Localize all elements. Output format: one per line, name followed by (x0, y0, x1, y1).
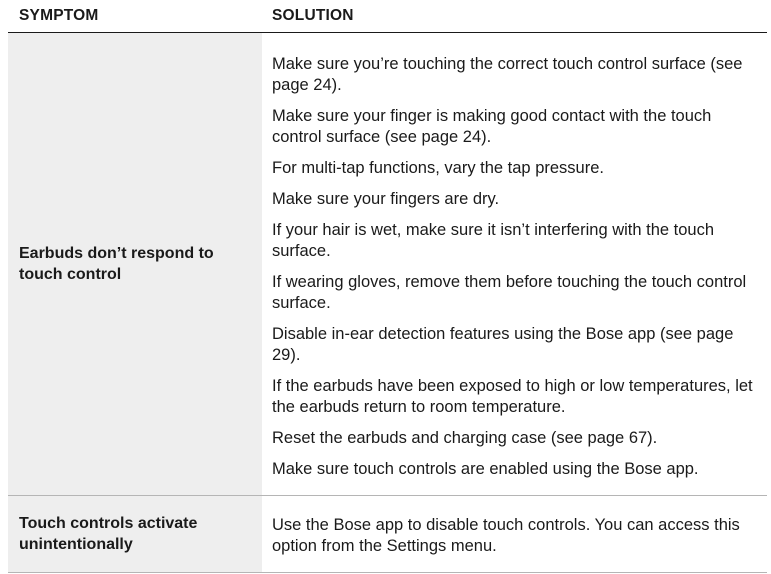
solution-item: Make sure touch controls are enabled using the Bose app. (272, 460, 699, 478)
table-row (8, 33, 767, 496)
symptom-text: Earbuds don’t respond to touch control (19, 245, 214, 283)
solution-item: Make sure your finger is making good contact with the touch control surface (see page 24). (272, 107, 712, 146)
solution-item: If your hair is wet, make sure it isn’t interfering with the touch surface. (272, 221, 715, 260)
solution-item: If the earbuds have been exposed to high or low temperatures, let the earbuds return to room temperature. (272, 377, 753, 416)
symptom-cell (8, 33, 262, 495)
symptom-cell (8, 496, 262, 572)
solution-item: Disable in-ear detection features using the Bose app (see page 29). (272, 325, 734, 364)
solution-item: Make sure your fingers are dry. (272, 190, 500, 208)
solution-cell (262, 33, 767, 495)
table-header (8, 0, 767, 33)
troubleshooting-table (8, 0, 767, 573)
solution-item: Make sure you’re touching the correct touch control surface (see page 24). (272, 55, 743, 94)
solution-item: For multi-tap functions, vary the tap pressure. (272, 159, 604, 177)
header-solution: SOLUTION (272, 7, 354, 24)
symptom-text: Touch controls activate unintentionally (19, 515, 198, 553)
solution-item: Reset the earbuds and charging case (see page 67). (272, 429, 658, 447)
table-row (8, 496, 767, 573)
header-symptom: SYMPTOM (19, 7, 99, 24)
solution-cell (262, 496, 767, 572)
solution-item: Use the Bose app to disable touch controls. You can access this option from the Settings menu. (272, 516, 740, 555)
solution-item: If wearing gloves, remove them before touching the touch control surface. (272, 273, 747, 312)
